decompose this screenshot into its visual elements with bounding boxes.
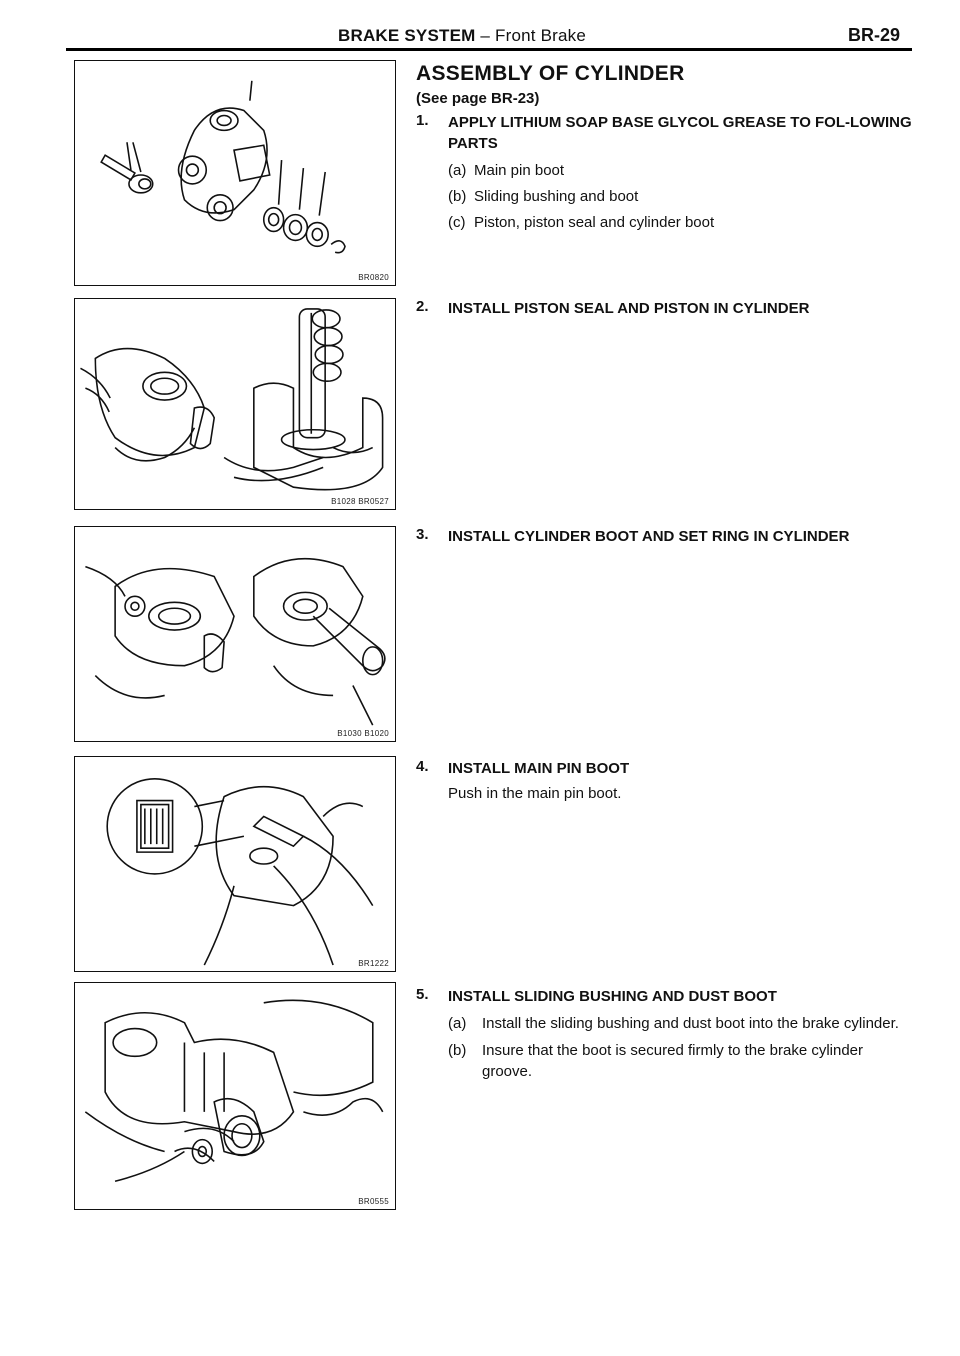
install-main-pin-boot-illustration xyxy=(75,757,395,971)
main-content xyxy=(416,62,916,1080)
sub-item xyxy=(448,1013,916,1034)
figure-exploded-caliper xyxy=(74,60,396,286)
sub-item-label: (a) xyxy=(448,1015,467,1032)
exploded-caliper-illustration xyxy=(75,61,395,285)
step-number: 5. xyxy=(416,986,429,1003)
step-title: APPLY LITHIUM SOAP BASE GLYCOL GREASE TO FOL-LOWING PARTS xyxy=(448,114,912,152)
sub-item xyxy=(448,186,916,207)
install-sliding-bushing-illustration xyxy=(75,983,395,1209)
header-subsection: Front Brake xyxy=(495,26,587,45)
step-title: INSTALL SLIDING BUSHING AND DUST BOOT xyxy=(448,988,777,1005)
sub-item-text: Piston, piston seal and cylinder boot xyxy=(474,214,715,231)
step-5 xyxy=(416,986,916,1082)
step-3 xyxy=(416,526,916,547)
sub-item-label: (b) xyxy=(448,1042,467,1059)
sub-item xyxy=(448,160,916,181)
sub-item-label: (a) xyxy=(448,162,467,179)
figure-install-piston-seal xyxy=(74,298,396,510)
step-1 xyxy=(416,112,916,233)
sub-item-label: (b) xyxy=(448,188,467,205)
header-section: BRAKE SYSTEM xyxy=(338,26,476,45)
step-title: INSTALL CYLINDER BOOT AND SET RING IN CYLINDER xyxy=(448,528,850,545)
sub-item-label: (c) xyxy=(448,214,466,231)
page-header xyxy=(66,26,912,54)
step-4 xyxy=(416,758,916,802)
install-piston-seal-illustration xyxy=(75,299,395,509)
figure-code: B1028 BR0527 xyxy=(331,497,389,506)
sub-item-text: Insure that the boot is secured firmly to the brake cylinder groove. xyxy=(482,1042,864,1080)
see-page-reference: (See page BR-23) xyxy=(416,90,540,107)
figure-install-main-pin-boot xyxy=(74,756,396,972)
step-number: 3. xyxy=(416,526,429,543)
step-title: INSTALL PISTON SEAL AND PISTON IN CYLINDER xyxy=(448,300,810,317)
step-number: 1. xyxy=(416,112,429,129)
install-cylinder-boot-illustration xyxy=(75,527,395,741)
step-text: Push in the main pin boot. xyxy=(448,785,622,802)
step-sublist xyxy=(448,160,916,233)
header-title xyxy=(338,26,586,46)
figure-code: BR0555 xyxy=(358,1197,389,1206)
step-title: INSTALL MAIN PIN BOOT xyxy=(448,760,630,777)
sub-item xyxy=(448,212,916,233)
page-number: BR-29 xyxy=(847,25,900,45)
section-title: ASSEMBLY OF CYLINDER xyxy=(416,62,685,85)
sub-item xyxy=(448,1040,916,1082)
step-number: 2. xyxy=(416,298,429,315)
figure-code: B1030 B1020 xyxy=(337,729,389,738)
figure-install-sliding-bushing xyxy=(74,982,396,1210)
figure-code: BR0820 xyxy=(358,273,389,282)
sub-item-text: Main pin boot xyxy=(474,162,565,179)
header-rule xyxy=(66,48,912,51)
header-dash: – xyxy=(480,26,491,45)
step-number: 4. xyxy=(416,758,429,775)
figure-code: BR1222 xyxy=(358,959,389,968)
sub-item-text: Install the sliding bushing and dust boot into the brake cylinder. xyxy=(482,1015,899,1032)
step-2 xyxy=(416,298,916,319)
sub-item-text: Sliding bushing and boot xyxy=(474,188,639,205)
figure-install-cylinder-boot xyxy=(74,526,396,742)
step-sublist xyxy=(448,1013,916,1082)
